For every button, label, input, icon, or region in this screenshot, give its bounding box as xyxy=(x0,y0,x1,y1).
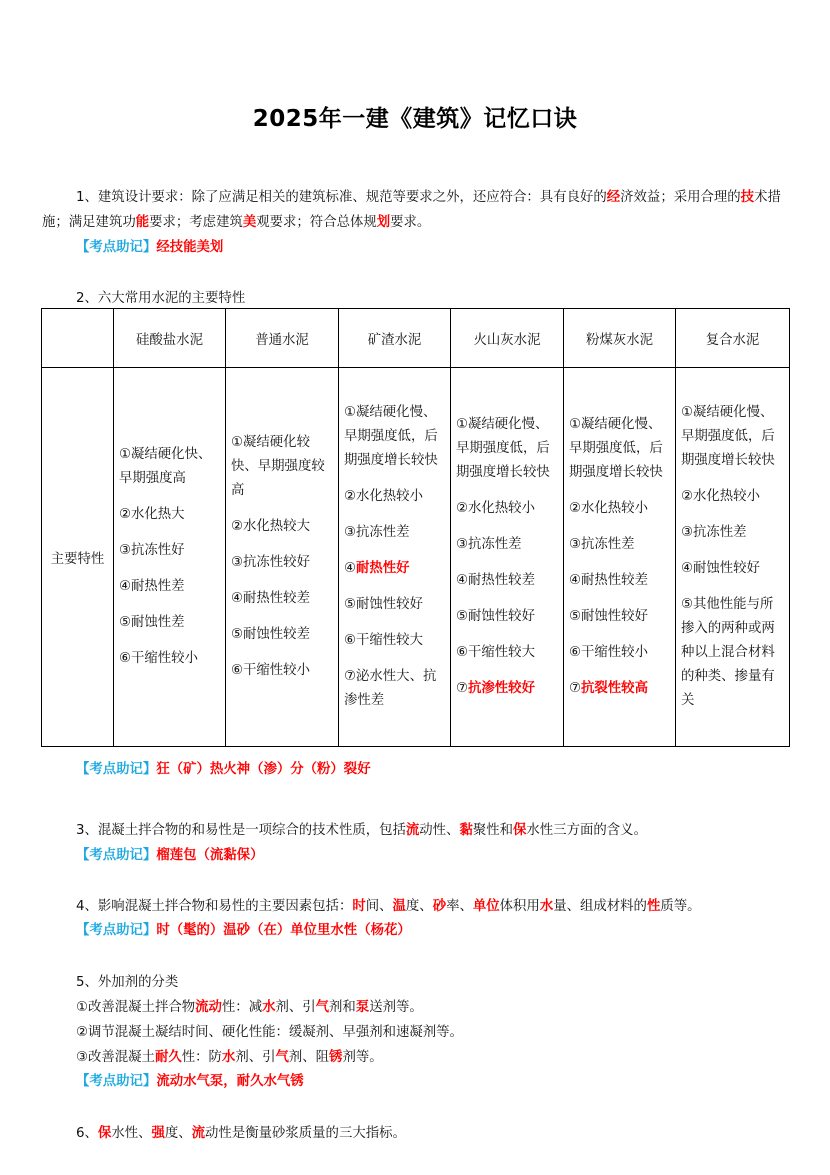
highlighted-text: 流 xyxy=(405,823,420,838)
text-segment: ④耐热性差 xyxy=(119,579,185,594)
text-segment: 剂等。 xyxy=(342,1050,383,1065)
highlighted-text: 划 xyxy=(376,215,391,230)
text-segment: 度、 xyxy=(164,1126,192,1141)
property-item xyxy=(456,413,558,485)
section-4-memo xyxy=(76,920,411,942)
highlighted-text: 保 xyxy=(513,823,527,838)
text-segment: ②水化热较小 xyxy=(344,489,423,504)
highlighted-text: 时 xyxy=(352,899,366,914)
text-segment: 性：防 xyxy=(181,1050,222,1065)
text-segment: ⑥干缩性较大 xyxy=(456,645,535,660)
property-item xyxy=(231,431,333,503)
section-1-memo xyxy=(76,237,223,259)
table-header-cell xyxy=(42,309,114,368)
text-segment: ④耐蚀性较好 xyxy=(681,561,760,576)
table-header-cell: 粉煤灰水泥 xyxy=(564,309,676,368)
highlighted-text: 泵 xyxy=(355,1000,370,1015)
property-item xyxy=(231,587,333,611)
text-segment: 剂、引 xyxy=(275,1000,316,1015)
text-segment: 体积用 xyxy=(499,899,540,914)
property-item xyxy=(569,569,670,593)
property-item xyxy=(681,521,784,545)
text-segment: ②水化热大 xyxy=(119,507,185,522)
text-segment: ③抗冻性差 xyxy=(456,537,522,552)
text-segment: ①改善混凝土拌合物 xyxy=(76,1000,196,1015)
text-segment: 送剂等。 xyxy=(369,1000,423,1015)
text-segment: ②水化热较小 xyxy=(456,501,535,516)
highlighted-text: 强 xyxy=(151,1126,165,1141)
text-segment: ④耐热性较差 xyxy=(231,591,310,606)
memo-tag: 【考点助记】 xyxy=(76,848,157,863)
text-segment: ⑥干缩性较小 xyxy=(119,651,198,666)
highlighted-text: 技 xyxy=(740,190,755,205)
property-item xyxy=(231,515,333,539)
text-segment: ⑥干缩性较小 xyxy=(231,663,310,678)
text-segment: ①凝结硬化较快、早期强度较高 xyxy=(231,435,325,498)
table-header-cell: 矿渣水泥 xyxy=(339,309,451,368)
text-segment: ⑤耐蚀性较好 xyxy=(344,597,423,612)
property-item xyxy=(344,401,445,473)
text-segment: ⑦ xyxy=(456,681,469,696)
property-item xyxy=(344,629,445,653)
memo-text: 流动水气泵，耐久水气锈 xyxy=(156,1074,304,1089)
text-segment: 动性、 xyxy=(419,823,460,838)
property-item xyxy=(119,503,220,527)
text-segment: ④ xyxy=(344,561,357,576)
highlighted-text: 气 xyxy=(315,1000,330,1015)
text-segment: 度、 xyxy=(405,899,433,914)
text-segment: ⑤耐蚀性较差 xyxy=(231,627,310,642)
text-segment: 动性是衡量砂浆质量的三大指标。 xyxy=(205,1126,406,1141)
text-segment: ⑦泌水性大、抗渗性差 xyxy=(344,669,437,708)
memo-tag: 【考点助记】 xyxy=(76,923,157,938)
table-cell xyxy=(114,368,226,747)
highlighted-text: 抗裂性较高 xyxy=(581,681,648,696)
text-segment: ⑥干缩性较大 xyxy=(344,633,423,648)
text-segment: ①凝结硬化快、早期强度高 xyxy=(119,447,212,486)
section-2-heading: 2、六大常用水泥的主要特性 xyxy=(76,291,246,306)
text-segment: ①凝结硬化慢、早期强度低，后期强度增长较快 xyxy=(569,417,663,480)
property-item xyxy=(344,521,445,545)
text-segment: ③抗冻性好 xyxy=(119,543,185,558)
highlighted-text: 黏 xyxy=(459,823,473,838)
table-header-row xyxy=(42,309,790,368)
text-segment: 性：减 xyxy=(221,1000,263,1015)
table-cell xyxy=(226,368,339,747)
text-segment: ④耐热性较差 xyxy=(456,573,535,588)
text-segment: 率、 xyxy=(446,899,473,914)
page-title: 2025年一建《建筑》记忆口诀 xyxy=(252,106,578,132)
text-segment: ⑤耐蚀性差 xyxy=(119,615,185,630)
text-segment: ⑤其他性能与所掺入的两种或两种以上混合材料的种类、掺量有关 xyxy=(681,597,775,708)
highlighted-text: 水 xyxy=(539,899,554,914)
section-5-line xyxy=(76,1020,463,1045)
memo-text: 狂（矿）热火神（渗）分（粉）裂好 xyxy=(156,762,371,777)
highlighted-text: 抗渗性较好 xyxy=(468,681,535,696)
property-item xyxy=(456,605,558,629)
table-cell xyxy=(676,368,790,747)
text-segment: ①凝结硬化慢、早期强度低，后期强度增长较快 xyxy=(344,405,438,468)
text-segment: 4、影响混凝土拌合物和易性的主要因素包括： xyxy=(76,899,353,914)
property-item xyxy=(119,539,220,563)
section-5-line xyxy=(76,1045,383,1070)
highlighted-text: 单位 xyxy=(472,899,500,914)
text-segment: 观要求；符合总体规 xyxy=(256,215,377,230)
property-item xyxy=(344,557,445,581)
text-segment: 聚性和 xyxy=(472,823,514,838)
property-item xyxy=(569,497,670,521)
property-item xyxy=(456,569,558,593)
property-item xyxy=(569,533,670,557)
text-segment: 间、 xyxy=(365,899,393,914)
memo-text: 榴莲包（流黏保） xyxy=(156,848,264,863)
memo-tag: 【考点助记】 xyxy=(76,762,157,777)
property-item xyxy=(456,533,558,557)
text-segment: 剂、阻 xyxy=(288,1050,330,1065)
memo-text: 经技能美划 xyxy=(156,240,224,255)
property-item xyxy=(231,623,333,647)
section-3-memo xyxy=(76,845,263,867)
text-segment: ①凝结硬化慢、早期强度低，后期强度增长较快 xyxy=(456,417,550,480)
highlighted-text: 温 xyxy=(392,899,406,914)
property-item xyxy=(119,575,220,599)
text-segment: 要求。 xyxy=(390,215,431,230)
text-segment: 1、建筑设计要求：除了应满足相关的建筑标准、规范等要求之外，还应符合：具有良好的 xyxy=(76,190,607,205)
highlighted-text: 流 xyxy=(191,1126,206,1141)
property-item xyxy=(569,605,670,629)
text-segment: 6、 xyxy=(76,1126,98,1141)
text-segment: ⑥干缩性较小 xyxy=(569,645,648,660)
memo-text: 时（髦的）温砂（在）单位里水性（杨花） xyxy=(156,923,411,938)
text-segment: ②水化热较小 xyxy=(569,501,648,516)
highlighted-text: 水 xyxy=(221,1050,236,1065)
memo-tag: 【考点助记】 xyxy=(76,1074,157,1089)
text-segment: ④耐热性较差 xyxy=(569,573,648,588)
property-item xyxy=(231,551,333,575)
property-item xyxy=(119,647,220,671)
table-row xyxy=(42,368,790,747)
property-item xyxy=(569,413,670,485)
property-item xyxy=(681,401,784,473)
highlighted-text: 美 xyxy=(242,215,257,230)
text-segment: ③抗冻性差 xyxy=(681,525,747,540)
text-segment: 术措施；满足建筑功 xyxy=(42,190,781,230)
property-item xyxy=(681,557,784,581)
property-item xyxy=(456,497,558,521)
highlighted-text: 气 xyxy=(275,1050,289,1065)
section-6-paragraph xyxy=(76,1121,406,1146)
highlighted-text: 耐久 xyxy=(154,1050,182,1065)
section-1-paragraph xyxy=(42,185,790,235)
text-segment: 剂和 xyxy=(329,1000,356,1015)
section-5-heading: 5、外加剂的分类 xyxy=(76,975,179,990)
text-segment: ③改善混凝土 xyxy=(76,1050,155,1065)
text-segment: 要求；考虑建筑 xyxy=(149,215,243,230)
text-segment: 质等。 xyxy=(660,899,701,914)
table-header-cell: 火山灰水泥 xyxy=(451,309,564,368)
property-item xyxy=(344,485,445,509)
memo-tag: 【考点助记】 xyxy=(76,240,157,255)
cement-properties-table xyxy=(41,308,790,747)
table-cell xyxy=(564,368,676,747)
row-label: 主要特性 xyxy=(42,368,114,747)
text-segment: ⑤耐蚀性较好 xyxy=(569,609,648,624)
section-4-paragraph xyxy=(76,894,790,919)
property-item xyxy=(681,593,784,713)
property-item xyxy=(119,611,220,635)
highlighted-text: 流动 xyxy=(195,1000,222,1015)
text-segment: ②水化热较小 xyxy=(681,489,760,504)
text-segment: ①凝结硬化慢、早期强度低，后期强度增长较快 xyxy=(681,405,775,468)
text-segment: 水性、 xyxy=(111,1126,152,1141)
property-item xyxy=(456,641,558,665)
property-item xyxy=(231,659,333,683)
property-item xyxy=(119,443,220,491)
text-segment: 剂、引 xyxy=(235,1050,276,1065)
table-cell xyxy=(451,368,564,747)
text-segment: ⑦ xyxy=(569,681,582,696)
property-item xyxy=(681,485,784,509)
text-segment: ③抗冻性较好 xyxy=(231,555,310,570)
text-segment: ③抗冻性差 xyxy=(344,525,410,540)
text-segment: 水性三方面的含义。 xyxy=(526,823,647,838)
property-item xyxy=(456,677,558,701)
text-segment: ②水化热较大 xyxy=(231,519,310,534)
property-item xyxy=(344,665,445,713)
highlighted-text: 经 xyxy=(606,190,621,205)
section-3-paragraph xyxy=(76,818,790,843)
table-cell xyxy=(339,368,451,747)
text-segment: ⑤耐蚀性较好 xyxy=(456,609,535,624)
highlighted-text: 耐热性好 xyxy=(356,561,410,576)
property-item xyxy=(569,641,670,665)
section-5-line xyxy=(76,995,423,1020)
text-segment: 量、组成材料的 xyxy=(553,899,647,914)
text-segment: ③抗冻性差 xyxy=(569,537,635,552)
property-item xyxy=(344,593,445,617)
table-header-cell: 硅酸盐水泥 xyxy=(114,309,226,368)
text-segment: 济效益；采用合理的 xyxy=(620,190,741,205)
highlighted-text: 砂 xyxy=(432,899,447,914)
section-2-memo xyxy=(76,759,371,781)
highlighted-text: 锈 xyxy=(329,1050,343,1065)
text-segment: ②调节混凝土凝结时间、硬化性能：缓凝剂、早强剂和速凝剂等。 xyxy=(76,1025,463,1040)
section-5-memo xyxy=(76,1071,304,1093)
table-header-cell: 普通水泥 xyxy=(226,309,339,368)
highlighted-text: 水 xyxy=(262,1000,276,1015)
highlighted-text: 性 xyxy=(646,899,661,914)
property-item xyxy=(569,677,670,701)
highlighted-text: 能 xyxy=(135,215,150,230)
table-header-cell: 复合水泥 xyxy=(676,309,790,368)
text-segment: 3、混凝土拌合物的和易性是一项综合的技术性质，包括 xyxy=(76,823,406,838)
highlighted-text: 保 xyxy=(97,1126,112,1141)
